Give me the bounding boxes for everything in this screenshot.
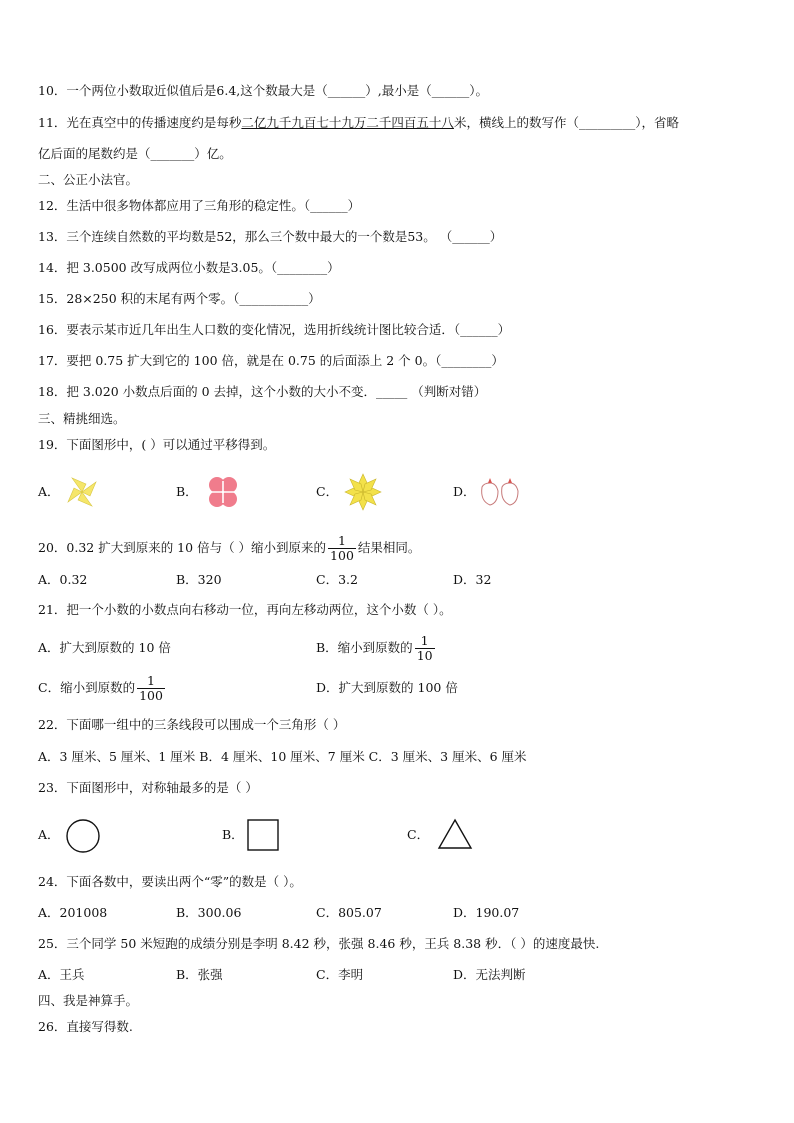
section-2-title: 二、公正小法官。 — [38, 172, 139, 187]
question-24: 24．下面各数中，要读出两个“零”的数是（ ）。 — [38, 874, 302, 889]
question-13: 13．三个连续自然数的平均数是52，那么三个数中最大的一个数是53。 （______） — [38, 229, 503, 244]
pinwheel-icon — [62, 472, 102, 512]
question-19: 19．下面图形中，( ）可以通过平移得到。 — [38, 437, 276, 452]
question-25: 25．三个同学 50 米短跑的成绩分别是李明 8.42 秒，张强 8.46 秒，王兵 8.38 秒．（ ）的速度最快. — [38, 936, 600, 951]
q20-prefix: 20．0.32 扩大到原来的 10 倍与（ ）缩小到原来的 — [38, 540, 327, 555]
q21-option-d: D．扩大到原数的 100 倍 — [316, 680, 458, 695]
q20-option-a: A．0.32 — [38, 572, 88, 587]
q23-option-c-label: C． — [407, 827, 430, 842]
q25-option-b: B．张强 — [176, 967, 223, 982]
q23-option-a-label: A． — [38, 827, 60, 842]
question-18: 18．把 3.020 小数点后面的 0 去掉，这个小数的大小不变．_____ （判断对错） — [38, 384, 487, 399]
q20-option-d: D．32 — [453, 572, 492, 587]
q19-option-b-label: B． — [176, 484, 198, 499]
question-20 — [38, 527, 420, 569]
question-23: 23．下面图形中，对称轴最多的是（ ） — [38, 780, 258, 795]
q11-prefix: 11．光在真空中的传播速度约是每秒 — [38, 115, 242, 130]
fraction-1-100: $\frac{1}{100}$ — [139, 673, 163, 703]
q21-option-b: B．缩小到原数的 $\frac{1}{10}$ — [316, 633, 433, 663]
q11-suffix: 米，横线上的数写作（_________），省略 — [453, 115, 679, 130]
q24-option-a: A．201008 — [38, 905, 108, 920]
fraction-1-10: $\frac{1}{10}$ — [416, 633, 433, 663]
q21-option-a: A．扩大到原数的 10 倍 — [38, 640, 171, 655]
fraction-1-100: $\frac{1}{100}$ — [330, 533, 354, 563]
question-11-line1 — [38, 115, 679, 131]
q20-option-c: C．3.2 — [316, 572, 358, 587]
question-14: 14．把 3.0500 改写成两位小数是3.05。（________） — [38, 260, 340, 275]
section-3-title: 三、精挑细选。 — [38, 411, 126, 426]
q25-option-a: A．王兵 — [38, 967, 85, 982]
question-21: 21．把一个小数的小数点向右移动一位，再向左移动两位，这个小数（ ）。 — [38, 602, 452, 617]
square-icon — [246, 818, 280, 852]
chickens-icon — [478, 473, 522, 509]
q19-option-d-label: D． — [453, 484, 476, 499]
q23-option-b-label: B． — [222, 827, 244, 842]
flower-icon — [202, 471, 244, 513]
question-10: 10．一个两位小数取近似值后是6.4,这个数最大是（______）,最小是（______）。 — [38, 83, 488, 98]
question-11-line2: 亿后面的尾数约是（_______）亿。 — [38, 146, 232, 161]
question-12: 12．生活中很多物体都应用了三角形的稳定性。（______） — [38, 198, 361, 213]
question-26: 26．直接写得数. — [38, 1019, 133, 1034]
q19-option-a-label: A． — [38, 484, 60, 499]
q24-option-b: B．300.06 — [176, 905, 242, 920]
q24-option-d: D．190.07 — [453, 905, 520, 920]
section-4-title: 四、我是神算手。 — [38, 993, 139, 1008]
question-17: 17．要把 0.75 扩大到它的 100 倍，就是在 0.75 的后面添上 2 个 0。（________） — [38, 353, 504, 368]
question-22: 22．下面哪一组中的三条线段可以围成一个三角形（ ） — [38, 717, 346, 732]
q20-suffix: 结果相同。 — [357, 540, 421, 555]
q21-option-c: C．缩小到原数的 $\frac{1}{100}$ — [38, 673, 163, 703]
q19-option-c-label: C． — [316, 484, 339, 499]
question-15: 15．28×250 积的末尾有两个零。（___________） — [38, 291, 321, 306]
star-pinwheel-icon — [342, 471, 384, 513]
q22-options: A．3 厘米、5 厘米、1 厘米 B．4 厘米、10 厘米、7 厘米 C．3 厘米、3 厘米、6 厘米 — [38, 749, 527, 764]
q25-option-d: D．无法判断 — [453, 967, 526, 982]
triangle-icon — [437, 818, 473, 850]
q11-underlined-number: 二亿九千九百七十九万二千四百五十八 — [241, 115, 454, 130]
q20-option-b: B．320 — [176, 572, 222, 587]
circle-icon — [65, 818, 101, 854]
q24-option-c: C．805.07 — [316, 905, 382, 920]
question-16: 16．要表示某市近几年出生人口数的变化情况，选用折线统计图比较合适．（______） — [38, 322, 511, 337]
q25-option-c: C．李明 — [316, 967, 364, 982]
